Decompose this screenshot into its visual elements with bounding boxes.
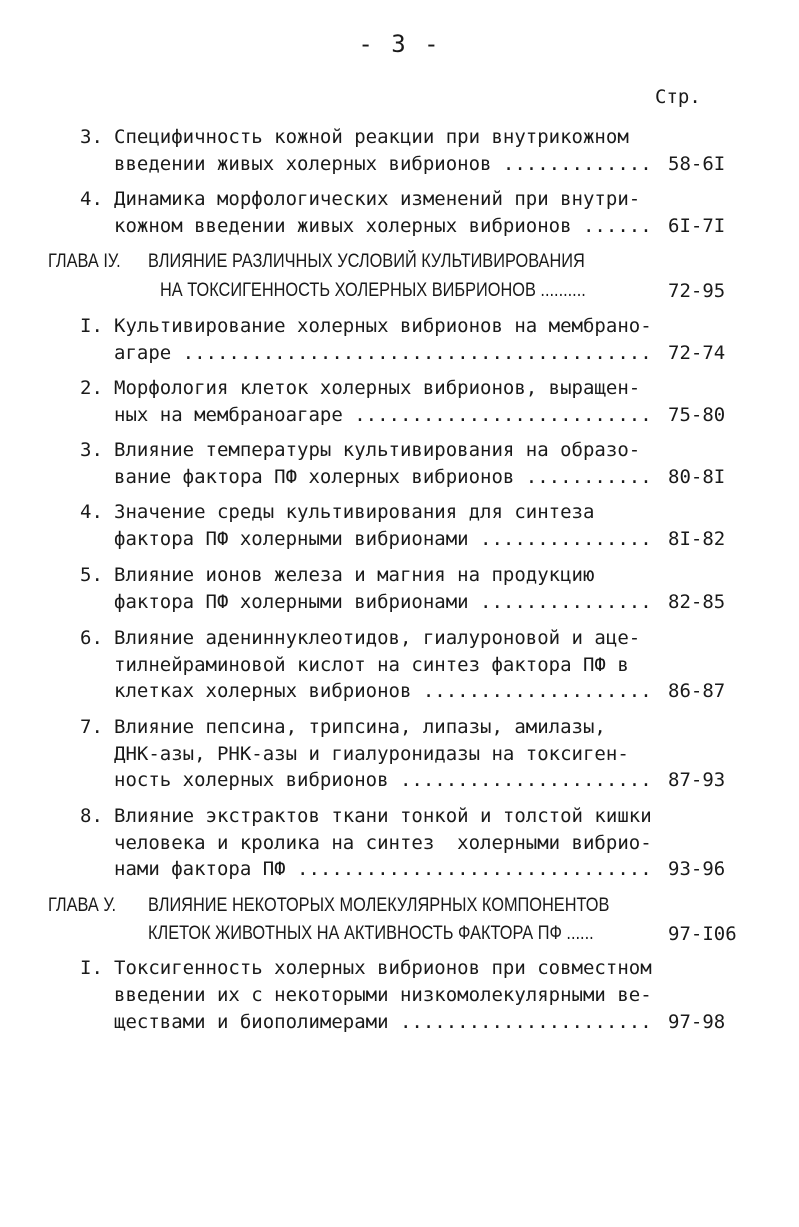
entry-title-line: Влияние ионов железа и магния на продукцию — [114, 564, 595, 586]
chapter-pages: 72-95 — [668, 280, 726, 302]
entry-number: 3. — [80, 126, 103, 148]
entry-title-line: ДНК-азы, РНК-азы и гиалуронидазы на токсиген- — [114, 743, 629, 765]
entry-pages: 72-74 — [668, 342, 726, 364]
entry-title-line: ных на мембраноагаре .......................... — [114, 404, 652, 426]
chapter-label: ГЛАВА IУ. — [48, 251, 121, 272]
entry-title-line: Токсигенность холерных вибрионов при совместном — [114, 957, 652, 979]
entry-pages: 93-96 — [668, 858, 726, 880]
entry-pages: 82-85 — [668, 591, 726, 613]
entry-title-line: тилнейраминовой кислот на синтез фактора ПФ в — [114, 654, 629, 676]
entry-title-line: Культивирование холерных вибрионов на мембрано- — [114, 315, 652, 337]
entry-title-line: кожном введении живых холерных вибрионов ...... — [114, 215, 652, 237]
entry-number: 5. — [80, 564, 103, 586]
page-number: - 3 - — [358, 30, 441, 58]
entry-title-line: Морфология клеток холерных вибрионов, выращен- — [114, 377, 641, 399]
entry-title-line: нами фактора ПФ ............................... — [114, 858, 652, 880]
entry-title-line: Влияние адениннуклеотидов, гиалуроновой и аце- — [114, 627, 641, 649]
entry-pages: 8I-82 — [668, 528, 726, 550]
entry-title-line: Значение среды культивирования для синтеза — [114, 501, 595, 523]
entry-pages: 75-80 — [668, 404, 726, 426]
entry-number: 3. — [80, 439, 103, 461]
chapter-title-line: ВЛИЯНИЕ РАЗЛИЧНЫХ УСЛОВИЙ КУЛЬТИВИРОВАНИЯ — [148, 251, 585, 272]
entry-number: I. — [80, 957, 103, 979]
entry-pages: 6I-7I — [668, 215, 726, 237]
entry-number: 6. — [80, 627, 103, 649]
entry-pages: 86-87 — [668, 680, 726, 702]
entry-title-line: фактора ПФ холерными вибрионами ............... — [114, 591, 652, 613]
entry-title-line: клетках холерных вибрионов .................... — [114, 680, 652, 702]
entry-title-line: Динамика морфологических изменений при внутри- — [114, 188, 641, 210]
entry-pages: 87-93 — [668, 769, 726, 791]
entry-title-line: ществами и биополимерами ...................... — [114, 1011, 652, 1033]
entry-pages: 80-8I — [668, 466, 726, 488]
entry-title-line: введении живых холерных вибрионов ............. — [114, 153, 652, 175]
entry-number: 8. — [80, 805, 103, 827]
entry-number: 4. — [80, 188, 103, 210]
chapter-title-line: КЛЕТОК ЖИВОТНЫХ НА АКТИВНОСТЬ ФАКТОРА ПФ ...... — [148, 923, 594, 944]
entry-title-line: Специфичность кожной реакции при внутрикожном — [114, 126, 629, 148]
entry-title-line: фактора ПФ холерными вибрионами ............... — [114, 528, 652, 550]
entry-title-line: человека и кролика на синтез холерными вибрио- — [114, 832, 652, 854]
entry-title-line: вание фактора ПФ холерных вибрионов ........... — [114, 466, 652, 488]
entry-number: 2. — [80, 377, 103, 399]
chapter-pages: 97-I06 — [668, 923, 737, 945]
entry-number: I. — [80, 315, 103, 337]
entry-title-line: ность холерных вибрионов ...................... — [114, 769, 652, 791]
entry-title-line: агаре ......................................... — [114, 342, 652, 364]
entry-title-line: Влияние экстрактов ткани тонкой и толстой кишки — [114, 805, 652, 827]
chapter-title-line: ВЛИЯНИЕ НЕКОТОРЫХ МОЛЕКУЛЯРНЫХ КОМПОНЕНТОВ — [148, 895, 610, 916]
entry-pages: 58-6I — [668, 153, 726, 175]
entry-title-line: введении их с некоторыми низкомолекулярными ве- — [114, 984, 652, 1006]
entry-title-line: Влияние пепсина, трипсина, липазы, амилазы, — [114, 716, 606, 738]
entry-pages: 97-98 — [668, 1011, 726, 1033]
entry-number: 7. — [80, 716, 103, 738]
entry-number: 4. — [80, 501, 103, 523]
entry-title-line: Влияние температуры культивирования на образо- — [114, 439, 641, 461]
chapter-title-line: НА ТОКСИГЕННОСТЬ ХОЛЕРНЫХ ВИБРИОНОВ .......... — [160, 280, 586, 301]
chapter-label: ГЛАВА У. — [48, 895, 117, 916]
pages-column-header: Стр. — [655, 86, 701, 108]
